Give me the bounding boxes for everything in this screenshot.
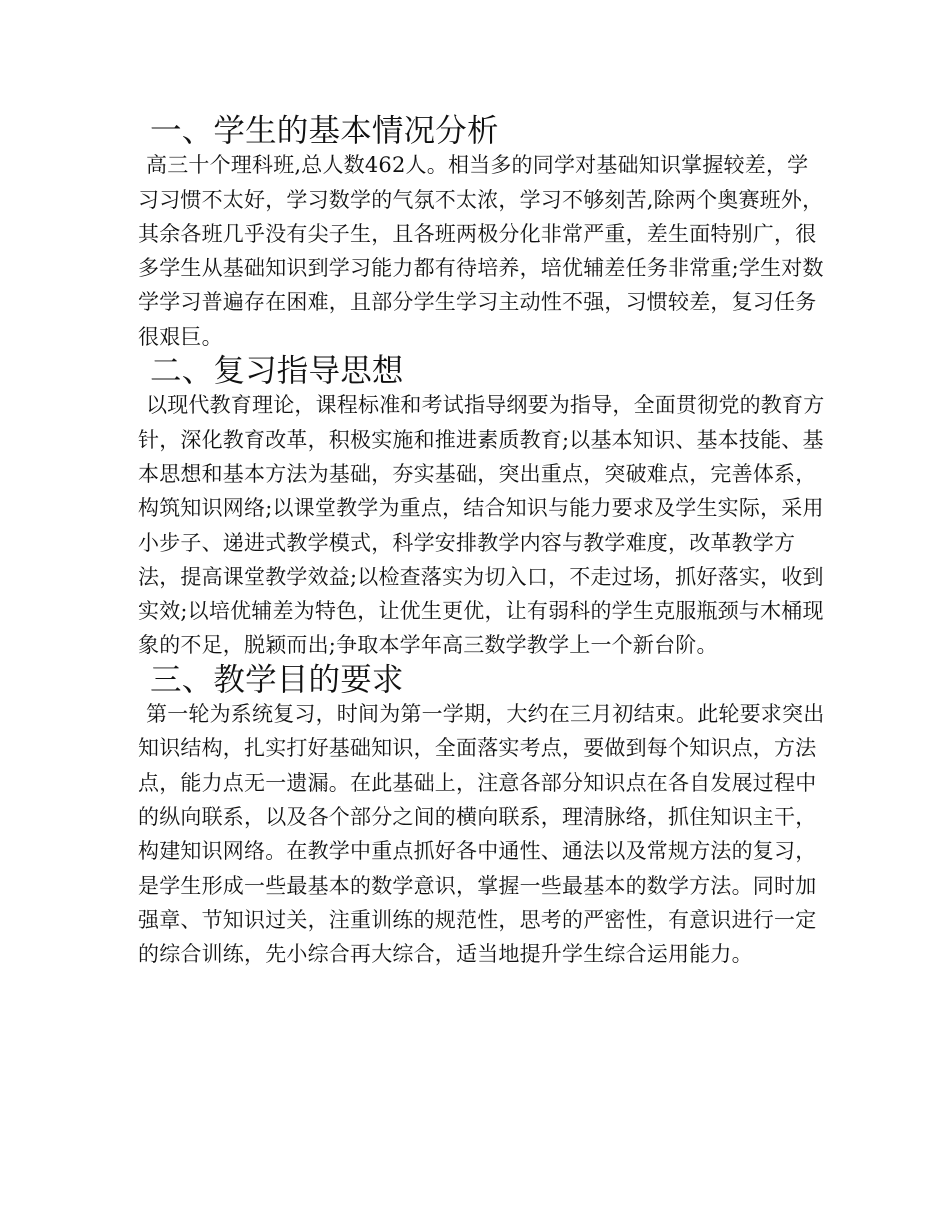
section-paragraph-teaching-goals: 第一轮为系统复习，时间为第一学期，大约在三月初结束。此轮要求突出知识结构，扎实打好基础知识，全面落实考点，要做到每个知识点，方法点，能力点无一遗漏。在此基础上，注意各部分知识点在各自发展过程中的纵向联系，以及各个部分之间的横向联系，理清脉络，抓住知识主干，构建知识网络。在教学中重点抓好各中通性、通法以及常规方法的复习，是学生形成一些最基本的数学意识，掌握一些最基本的数学方法。同时加强章、节知识过关，注重训练的规范性，思考的严密性，有意识进行一定的综合训练，先小综合再大综合，适当地提升学生综合运用能力。 <box>138 702 825 967</box>
section-heading-student-analysis: 一、学生的基本情况分析 <box>150 113 499 149</box>
section-heading-guiding-ideology: 二、复习指导思想 <box>150 353 404 390</box>
section-paragraph-student-analysis: 高三十个理科班,总人数462人。相当多的同学对基础知识掌握较差，学习习惯不太好，学习数学的气氛不太浓，学习不够刻苦,除两个奥赛班外，其余各班几乎没有尖子生，且各班两极分化非常严重，差生面特别广，很多学生从基础知识到学习能力都有待培养，培优辅差任务非常重;学生对数学学习普遍存在困难，且部分学生学习主动性不强，习惯较差，复习任务很艰巨。 <box>138 153 824 349</box>
section-heading-teaching-goals: 三、教学目的要求 <box>150 661 404 698</box>
section-paragraph-guiding-ideology: 以现代教育理论，课程标准和考试指导纲要为指导，全面贯彻党的教育方针，深化教育改革，积极实施和推进素质教育;以基本知识、基本技能、基本思想和基本方法为基础，夯实基础，突出重点，突破难点，完善体系，构筑知识网络;以课堂教学为重点，结合知识与能力要求及学生实际，采用小步子、递进式教学模式，科学安排教学内容与教学难度，改革教学方法，提高课堂教学效益;以检查落实为切入口，不走过场，抓好落实，收到实效;以培优辅差为特色，让优生更优，让有弱科的学生克服瓶颈与木桶现象的不足，脱颖而出;争取本学年高三数学教学上一个新台阶。 <box>138 393 825 658</box>
document-body <box>138 114 828 971</box>
